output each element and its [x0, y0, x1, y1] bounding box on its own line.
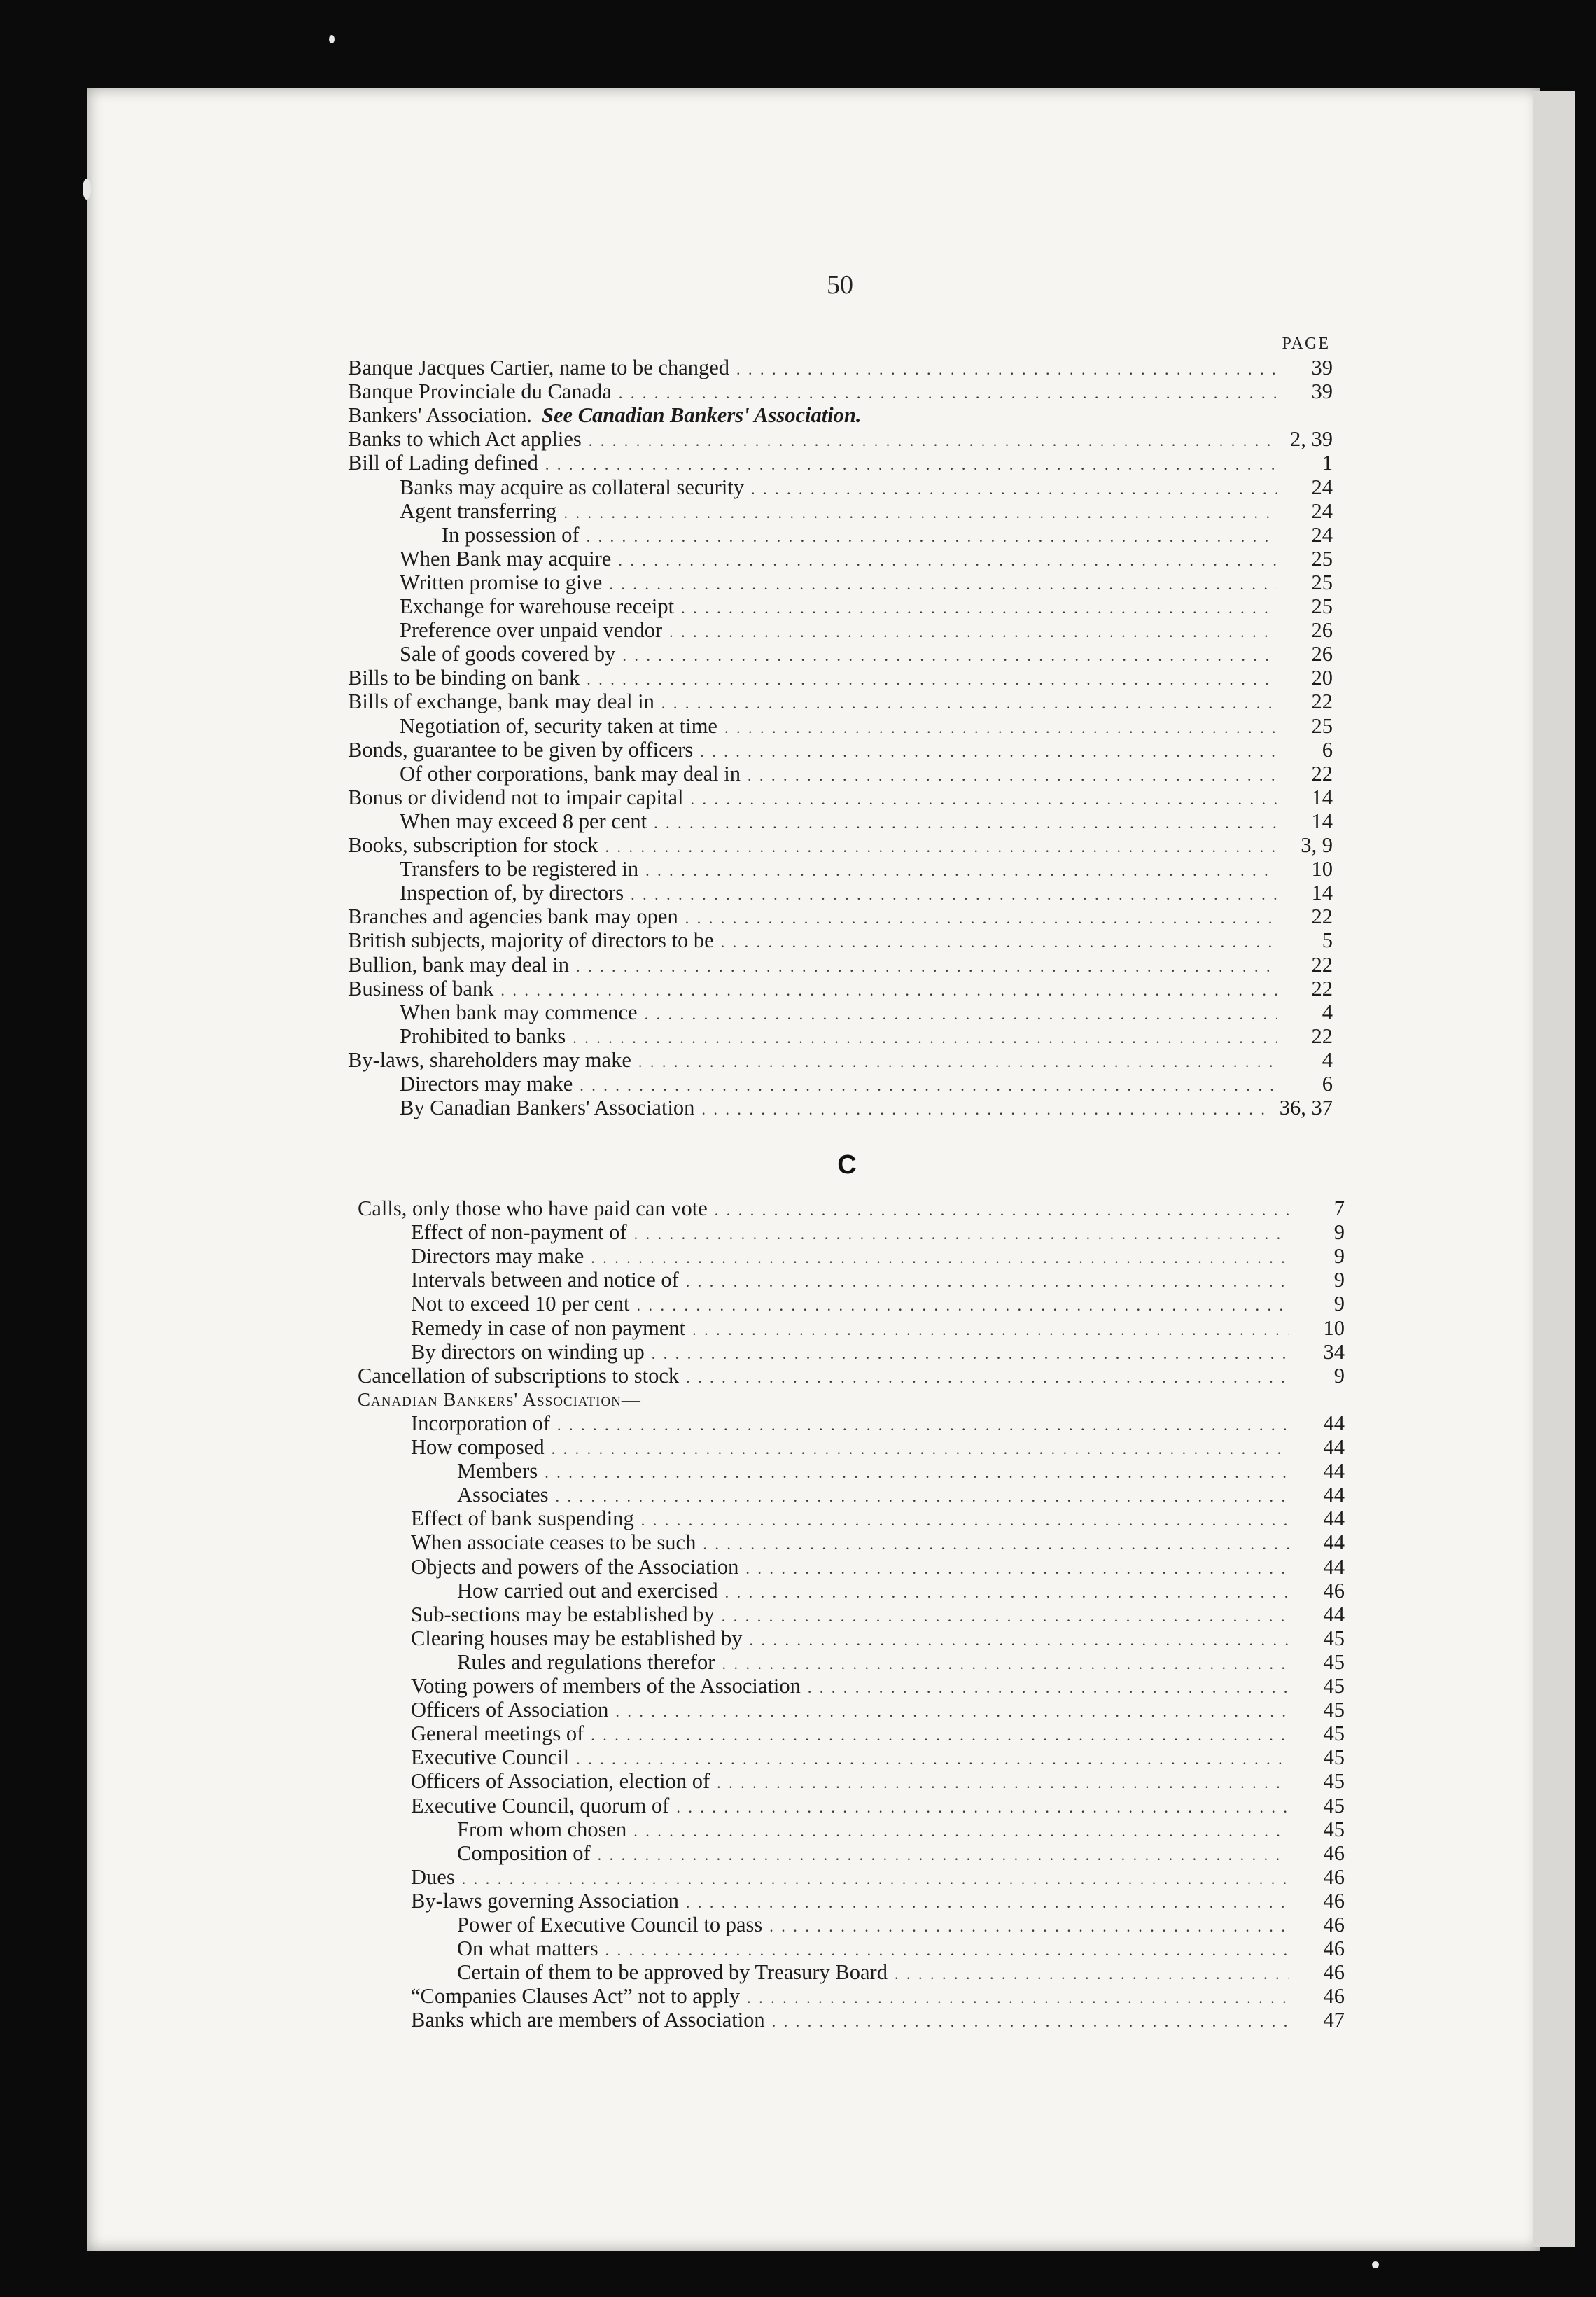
- index-entry: [348, 642, 1333, 666]
- index-entry: [358, 1769, 1345, 1793]
- index-entry: [358, 1865, 1345, 1889]
- page-reference: 24: [1311, 522, 1333, 547]
- index-entry: [348, 523, 1333, 547]
- page-reference: 45: [1323, 1817, 1345, 1841]
- dot-leader: [736, 358, 1277, 382]
- page-reference: 22: [1311, 952, 1333, 977]
- index-entry: [358, 1579, 1345, 1603]
- index-entry: [358, 1388, 1345, 1411]
- index-entry-text: Voting powers of members of the Association: [411, 1674, 801, 1698]
- index-entry-text: Executive Council: [411, 1745, 570, 1770]
- page-reference: 6: [1322, 737, 1333, 762]
- page-reference: 44: [1323, 1483, 1345, 1507]
- dot-leader: [587, 525, 1277, 549]
- page-reference: 46: [1323, 1984, 1345, 2009]
- index-entry-text: By-laws governing Association: [411, 1888, 679, 1913]
- scan-speck: [1372, 2261, 1379, 2268]
- index-entry-text: Bullion, bank may deal in: [348, 952, 569, 977]
- page-reference: 22: [1311, 690, 1333, 714]
- index-entry-text: Banks which are members of Association: [411, 2008, 765, 2032]
- dot-leader: [692, 1318, 1289, 1342]
- index-entry: [348, 690, 1333, 713]
- index-entry: [348, 499, 1333, 523]
- dot-leader: [576, 1747, 1289, 1771]
- dot-leader: [557, 1413, 1289, 1437]
- index-entry-text: Clearing houses may be established by: [411, 1626, 743, 1650]
- page-reference: 26: [1311, 642, 1333, 666]
- index-entry: [348, 571, 1333, 594]
- dot-leader: [685, 907, 1277, 930]
- page-column-header: PAGE: [1282, 335, 1330, 353]
- dot-leader: [722, 1605, 1289, 1628]
- index-entry: [348, 1000, 1333, 1024]
- index-entry: [358, 1626, 1345, 1650]
- page-reference: 20: [1311, 666, 1333, 690]
- page-reference: 4: [1322, 1047, 1333, 1072]
- index-entry-text: Executive Council, quorum of: [411, 1793, 670, 1817]
- page-reference: 9: [1334, 1363, 1345, 1388]
- index-entry: [348, 738, 1333, 762]
- page-reference: 46: [1323, 1936, 1345, 1961]
- page-reference: 44: [1323, 1435, 1345, 1459]
- page-reference: 9: [1334, 1220, 1345, 1245]
- index-entry: [358, 1960, 1345, 1984]
- dot-leader: [895, 1962, 1289, 1986]
- page-reference: 4: [1322, 1000, 1333, 1024]
- page-reference: 45: [1323, 1626, 1345, 1650]
- index-entry: [348, 475, 1333, 499]
- index-entry: [358, 1244, 1345, 1268]
- index-entry: [358, 1889, 1345, 1913]
- dot-leader: [721, 930, 1277, 954]
- page-number: 50: [827, 270, 853, 300]
- index-entry-text: Sale of goods covered by: [400, 642, 616, 666]
- page-reference: 45: [1323, 1649, 1345, 1674]
- index-entry-text: Intervals between and notice of: [411, 1268, 679, 1292]
- index-entry-text: Bill of Lading defined: [348, 451, 538, 475]
- index-entry: [358, 1292, 1345, 1315]
- page-reference: 10: [1323, 1315, 1345, 1340]
- index-entry: [358, 1936, 1345, 1960]
- page-reference: 25: [1311, 570, 1333, 594]
- index-entry: [348, 403, 1333, 427]
- index-entry: [348, 881, 1333, 905]
- dot-leader: [746, 1557, 1289, 1581]
- page-reference: 24: [1311, 475, 1333, 499]
- index-entry-text: Effect of bank suspending: [411, 1507, 634, 1531]
- adjacent-page-edge: [1533, 91, 1575, 2247]
- dot-leader: [703, 1533, 1289, 1556]
- index-entry: [348, 833, 1333, 857]
- index-entry-text: Business of bank: [348, 976, 494, 1000]
- page-reference: 34: [1323, 1339, 1345, 1364]
- dot-leader: [500, 979, 1277, 1003]
- dot-leader: [700, 740, 1277, 764]
- index-entry: [358, 1817, 1345, 1841]
- dot-leader: [634, 1222, 1289, 1246]
- cross-reference: See Canadian Bankers' Association.: [542, 403, 862, 428]
- dot-leader: [645, 859, 1277, 883]
- dot-leader: [769, 1915, 1289, 1939]
- dot-leader: [545, 1461, 1289, 1485]
- index-entry: [348, 594, 1333, 618]
- page-reference: 36, 37: [1279, 1096, 1333, 1120]
- index-entry-text: By Canadian Bankers' Association: [400, 1096, 695, 1120]
- dot-leader: [609, 573, 1277, 596]
- index-entry: [348, 905, 1333, 928]
- dot-leader: [724, 716, 1277, 740]
- index-entry-text: Bankers' Association.: [348, 403, 533, 428]
- index-entry-text: “Companies Clauses Act” not to apply: [411, 1984, 741, 2009]
- index-entry-text: When Bank may acquire: [400, 546, 612, 571]
- dot-leader: [641, 1509, 1289, 1533]
- index-entry-text: Officers of Association: [411, 1698, 609, 1722]
- index-entry-text: By directors on winding up: [411, 1339, 645, 1364]
- index-entry: [348, 427, 1333, 451]
- dot-leader: [701, 1098, 1272, 1122]
- page-reference: 14: [1311, 785, 1333, 809]
- index-entry-text: Banks to which Act applies: [348, 427, 582, 452]
- index-entry: [358, 1220, 1345, 1244]
- page-reference: 45: [1323, 1698, 1345, 1722]
- page-reference: 25: [1311, 594, 1333, 618]
- index-entry-text: Dues: [411, 1864, 455, 1889]
- dot-leader: [591, 1246, 1289, 1270]
- dot-leader: [751, 477, 1277, 501]
- index-entry-text: Composition of: [457, 1841, 591, 1865]
- index-entry: [358, 1316, 1345, 1340]
- page-reference: 45: [1323, 1793, 1345, 1817]
- dot-leader: [552, 1437, 1289, 1461]
- dot-leader: [545, 453, 1277, 477]
- dot-leader: [654, 811, 1277, 835]
- page-reference: 3, 9: [1301, 833, 1333, 857]
- index-section-c: [358, 1196, 1345, 2037]
- index-section-b: [348, 356, 1333, 1126]
- index-entry-text: Not to exceed 10 per cent: [411, 1292, 630, 1316]
- index-entry: [358, 1555, 1345, 1579]
- index-entry: [348, 1048, 1333, 1072]
- page-reference: 44: [1323, 1411, 1345, 1435]
- index-entry: [348, 714, 1333, 738]
- dot-leader: [618, 549, 1277, 573]
- page-reference: 14: [1311, 809, 1333, 833]
- index-entry-text: Rules and regulations therefor: [457, 1649, 715, 1674]
- page-reference: 44: [1323, 1602, 1345, 1626]
- dot-leader: [637, 1294, 1289, 1318]
- index-entry-text: Power of Executive Council to pass: [457, 1913, 763, 1936]
- index-entry: [358, 1340, 1345, 1364]
- page-reference: 9: [1334, 1268, 1345, 1292]
- dot-leader: [715, 1199, 1289, 1222]
- index-entry-text: Banks may acquire as collateral security: [400, 475, 745, 499]
- dot-leader: [690, 788, 1277, 811]
- page-reference: 46: [1323, 1913, 1345, 1936]
- page-reference: 22: [1311, 761, 1333, 786]
- page-reference: 14: [1311, 881, 1333, 905]
- index-entry-text: Directors may make: [411, 1244, 584, 1269]
- index-entry-text: Bills to be binding on bank: [348, 666, 580, 690]
- dot-leader: [564, 501, 1277, 525]
- index-entry-text: British subjects, majority of directors to be: [348, 928, 714, 953]
- page-reference: 45: [1323, 1674, 1345, 1698]
- index-entry: [358, 1459, 1345, 1483]
- dot-leader: [587, 668, 1277, 692]
- index-entry-text: Preference over unpaid vendor: [400, 618, 663, 643]
- index-entry-text: Bills of exchange, bank may deal in: [348, 690, 654, 714]
- index-entry-text: How composed: [411, 1435, 545, 1459]
- index-entry: [358, 1674, 1345, 1698]
- index-entry-text: Bonus or dividend not to impair capital: [348, 785, 684, 809]
- index-entry-text: When bank may commence: [400, 1000, 638, 1024]
- index-entry-text: Cancellation of subscriptions to stock: [358, 1363, 680, 1388]
- index-entry-text: Associates: [457, 1483, 549, 1507]
- index-entry-text: Written promise to give: [400, 570, 603, 594]
- index-entry: [348, 1096, 1333, 1119]
- index-entry: [348, 953, 1333, 977]
- dot-leader: [634, 1820, 1289, 1843]
- index-entry: [348, 1072, 1333, 1096]
- section-heading-c: C: [837, 1150, 857, 1180]
- page-reference: 1: [1322, 451, 1333, 475]
- index-entry-text: Effect of non-payment of: [411, 1220, 627, 1245]
- index-entry-text: Bonds, guarantee to be given by officers: [348, 737, 694, 762]
- index-entry-text: Objects and powers of the Association: [411, 1554, 739, 1579]
- page-reference: 6: [1322, 1072, 1333, 1096]
- index-entry-text: Incorporation of: [411, 1411, 551, 1435]
- index-entry-text: On what matters: [457, 1936, 598, 1961]
- page-reference: 22: [1311, 905, 1333, 929]
- index-entry: [358, 1530, 1345, 1554]
- index-entry: [358, 1650, 1345, 1674]
- dot-leader: [619, 382, 1277, 405]
- index-entry: [358, 1483, 1345, 1507]
- dot-leader: [462, 1867, 1289, 1891]
- page-reference: 46: [1323, 1864, 1345, 1889]
- dot-leader: [717, 1771, 1289, 1795]
- index-entry-text: From whom chosen: [457, 1817, 627, 1841]
- index-entry-text: Of other corporations, bank may deal in: [400, 761, 741, 786]
- index-entry: [348, 928, 1333, 952]
- dot-leader: [555, 1485, 1289, 1509]
- index-entry-text: Transfers to be registered in: [400, 857, 639, 881]
- index-entry-text: Branches and agencies bank may open: [348, 905, 678, 929]
- dot-leader: [631, 883, 1277, 907]
- page-reference: 46: [1323, 1578, 1345, 1603]
- index-entry: [348, 1024, 1333, 1048]
- dot-leader: [748, 764, 1277, 788]
- dot-leader: [808, 1676, 1289, 1700]
- page-reference: 46: [1323, 1841, 1345, 1865]
- scan-speck: [83, 179, 91, 200]
- dot-leader: [622, 644, 1277, 668]
- dot-leader: [662, 692, 1277, 715]
- page-reference: 10: [1311, 857, 1333, 881]
- dot-leader: [669, 620, 1277, 644]
- dot-leader: [573, 1026, 1277, 1050]
- index-entry: [358, 1196, 1345, 1220]
- index-entry-text: Banque Provinciale du Canada: [348, 379, 612, 404]
- page-reference: 39: [1311, 356, 1333, 379]
- index-entry: [358, 1507, 1345, 1530]
- index-entry-text: When may exceed 8 per cent: [400, 809, 648, 833]
- index-entry-text: Banque Jacques Cartier, name to be changed: [348, 356, 730, 379]
- index-entry: [348, 547, 1333, 571]
- index-entry-text: Sub-sections may be established by: [411, 1602, 715, 1626]
- index-entry-text: Calls, only those who have paid can vote: [358, 1196, 708, 1220]
- dot-leader: [681, 596, 1277, 620]
- index-entry: [358, 1841, 1345, 1865]
- index-entry: [348, 618, 1333, 642]
- index-entry: [358, 1364, 1345, 1388]
- index-entry-text: Directors may make: [400, 1072, 573, 1096]
- dot-leader: [750, 1628, 1289, 1652]
- dot-leader: [598, 1843, 1289, 1867]
- dot-leader: [747, 1986, 1289, 2010]
- index-entry-text: Certain of them to be approved by Treasury Board: [457, 1960, 888, 1985]
- index-entry-text: When associate ceases to be such: [411, 1530, 696, 1555]
- page-reference: 46: [1323, 1960, 1345, 1985]
- index-entry-text: Negotiation of, security taken at time: [400, 713, 718, 738]
- dot-leader: [576, 955, 1277, 979]
- index-entry-text: In possession of: [442, 522, 580, 547]
- index-entry: [348, 451, 1333, 475]
- dot-leader: [638, 1050, 1277, 1074]
- index-entry-text: How carried out and exercised: [457, 1578, 718, 1603]
- index-entry: [358, 1698, 1345, 1722]
- index-entry: [348, 786, 1333, 809]
- scan-speck: [329, 35, 335, 43]
- page-reference: 24: [1311, 498, 1333, 523]
- dot-leader: [645, 1003, 1277, 1026]
- page-reference: 25: [1311, 546, 1333, 571]
- dot-leader: [580, 1074, 1277, 1098]
- page-reference: 5: [1322, 928, 1333, 953]
- index-entry-text: Books, subscription for stock: [348, 833, 598, 857]
- index-entry: [358, 1603, 1345, 1626]
- dot-leader: [606, 1939, 1289, 1962]
- page-reference: 7: [1334, 1196, 1345, 1220]
- page-reference: 22: [1311, 976, 1333, 1000]
- index-entry: [358, 2008, 1345, 2032]
- dot-leader: [772, 2010, 1289, 2034]
- index-entry: [358, 1722, 1345, 1745]
- index-entry-text: Agent transferring: [400, 498, 557, 523]
- page-reference: 39: [1311, 379, 1333, 404]
- index-entry-text: Remedy in case of non payment: [411, 1315, 686, 1340]
- dot-leader: [615, 1700, 1289, 1724]
- index-entry: [358, 1794, 1345, 1817]
- index-entry: [358, 1268, 1345, 1292]
- page-reference: 44: [1323, 1459, 1345, 1483]
- index-entry: [358, 1913, 1345, 1936]
- index-entry-text: Canadian Bankers' Association—: [358, 1388, 641, 1410]
- dot-leader: [589, 429, 1277, 453]
- page-reference: 44: [1323, 1507, 1345, 1531]
- index-entry: [358, 1984, 1345, 2008]
- page-reference: 46: [1323, 1888, 1345, 1913]
- index-entry: [358, 1435, 1345, 1459]
- dot-leader: [606, 835, 1277, 859]
- dot-leader: [686, 1891, 1289, 1915]
- page-reference: 2, 39: [1290, 427, 1333, 452]
- index-entry-text: Prohibited to banks: [400, 1024, 566, 1048]
- index-entry: [348, 809, 1333, 833]
- dot-leader: [686, 1366, 1289, 1390]
- index-entry: [358, 1411, 1345, 1435]
- index-entry-text: Officers of Association, election of: [411, 1769, 710, 1794]
- page-reference: 45: [1323, 1769, 1345, 1794]
- dot-leader: [722, 1652, 1289, 1676]
- index-entry: [358, 1745, 1345, 1769]
- index-entry: [348, 666, 1333, 690]
- index-entry: [348, 356, 1333, 379]
- page-reference: 9: [1334, 1244, 1345, 1269]
- index-entry: [348, 762, 1333, 786]
- page-reference: 44: [1323, 1554, 1345, 1579]
- index-entry: [348, 379, 1333, 403]
- page-reference: 22: [1311, 1024, 1333, 1048]
- dot-leader: [686, 1270, 1289, 1294]
- page-reference: 45: [1323, 1745, 1345, 1770]
- index-entry-text: Members: [457, 1459, 538, 1483]
- index-entry-text: General meetings of: [411, 1722, 584, 1746]
- dot-leader: [725, 1581, 1289, 1605]
- page-reference: 44: [1323, 1530, 1345, 1555]
- index-entry: [348, 977, 1333, 1000]
- dot-leader: [591, 1724, 1289, 1747]
- index-entry: [348, 857, 1333, 881]
- page-reference: 9: [1334, 1292, 1345, 1316]
- index-entry-text: By-laws, shareholders may make: [348, 1047, 631, 1072]
- index-entry-text: Exchange for warehouse receipt: [400, 594, 675, 618]
- page-reference: 47: [1323, 2008, 1345, 2032]
- dot-leader: [652, 1342, 1289, 1366]
- index-entry-text: Inspection of, by directors: [400, 881, 624, 905]
- page-reference: 25: [1311, 713, 1333, 738]
- dot-leader: [676, 1796, 1289, 1820]
- page-reference: 26: [1311, 618, 1333, 643]
- page-reference: 45: [1323, 1722, 1345, 1746]
